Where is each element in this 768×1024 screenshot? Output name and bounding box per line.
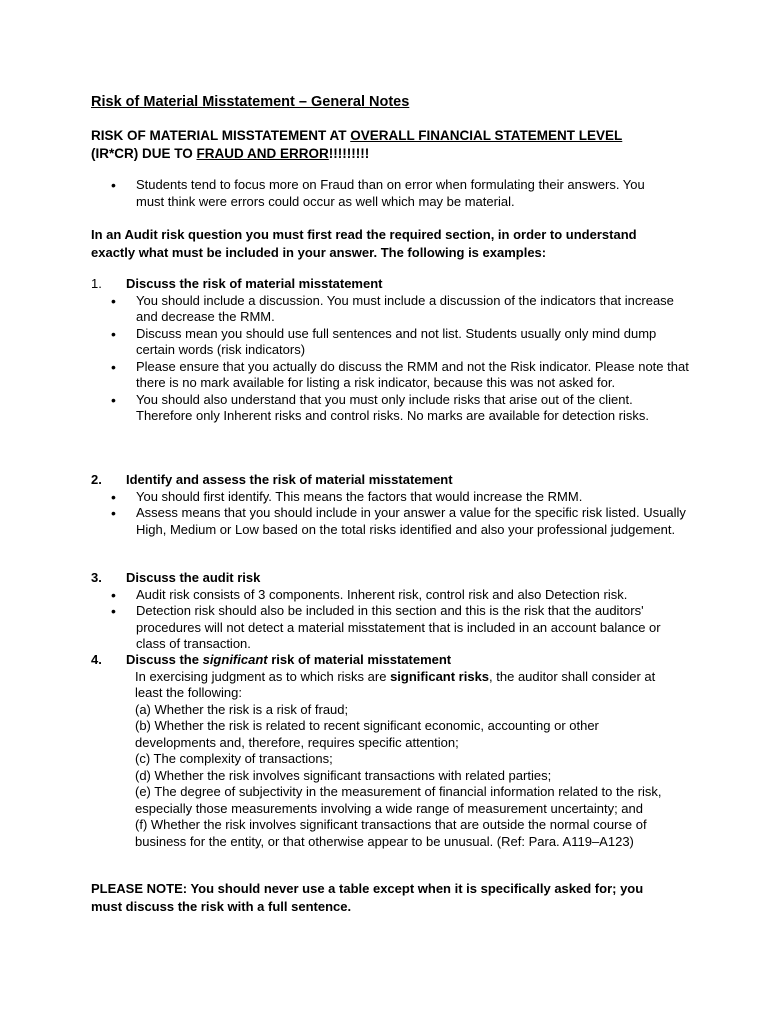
list-item xyxy=(111,177,671,210)
section-3-heading xyxy=(91,570,691,587)
list-item-text: Audit risk consists of 3 components. Inherent risk, control risk and also Detection risk. xyxy=(136,586,628,602)
section-4-intro-post: , the auditor shall consider at least the following: xyxy=(135,668,656,700)
list-item-text: You should first identify. This means the factors that would increase the RMM. xyxy=(136,488,583,504)
section-4-title-post: risk of material misstatement xyxy=(267,652,452,667)
heading-text-1: RISK OF MATERIAL MISSTATEMENT AT xyxy=(91,128,351,143)
section-2 xyxy=(91,472,691,538)
list-item: (d) Whether the risk involves significant transactions with related parties; xyxy=(135,767,552,783)
section-4-intro xyxy=(135,669,680,702)
bullet-icon: • xyxy=(111,325,116,342)
list-item xyxy=(111,603,691,653)
list-item-text: Please ensure that you actually do discuss the RMM and not the Risk indicator. Please note that there is no mark available for listing a risk indicator, because this was not asked for. xyxy=(136,358,689,390)
section-1-heading xyxy=(91,276,691,293)
list-item xyxy=(111,293,691,326)
heading-text-3: !!!!!!!!! xyxy=(328,146,370,161)
section-4-title-emphasis: significant xyxy=(202,652,268,667)
list-item-text: Assess means that you should include in your answer a value for the specific risk listed. Usually High, Medium or Low based on the total risks identified and also your professional judgement. xyxy=(136,505,686,537)
list-item xyxy=(111,505,691,538)
bullet-icon: • xyxy=(111,177,116,193)
section-4-intro-bold: significant risks xyxy=(390,668,490,684)
section-4-title xyxy=(126,652,451,669)
bullet-icon: • xyxy=(111,586,116,603)
section-3-number: 3. xyxy=(91,570,102,585)
section-1-bullets xyxy=(111,293,691,425)
heading-underlined-2: FRAUD AND ERROR xyxy=(196,146,329,161)
section-3-bullets xyxy=(111,587,691,653)
section-2-title: Identify and assess the risk of material misstatement xyxy=(126,472,453,487)
section-4-intro-pre: In exercising judgment as to which risks are xyxy=(135,668,391,684)
bullet-icon: • xyxy=(111,603,116,619)
please-note: PLEASE NOTE: You should never use a table except when it is specifically asked for; you must discuss the risk with a full sentence. xyxy=(91,881,644,914)
bullet-icon: • xyxy=(111,292,116,309)
bullet-icon: • xyxy=(111,358,116,375)
list-item: (c) The complexity of transactions; xyxy=(135,751,333,766)
instruction-paragraph: In an Audit risk question you must first read the required section, in order to understand exactly what must be included in your answer. The following is examples: xyxy=(91,227,637,260)
intro-bullet-block xyxy=(111,177,671,210)
section-2-heading xyxy=(91,472,691,489)
section-3-title: Discuss the audit risk xyxy=(126,570,261,585)
list-item-text: You should also understand that you must only include risks that arise out of the client. Therefore only Inherent risks and control risks. No marks are available for detection risks. xyxy=(136,391,649,423)
section-4-title-pre: Discuss the xyxy=(126,652,203,667)
list-item-text: Detection risk should also be included in this section and this is the risk that the auditors' procedures will not detect a material misstatement that is included in an account balance or class of transaction. xyxy=(136,603,661,651)
bullet-icon: • xyxy=(111,505,116,521)
section-3 xyxy=(91,570,691,653)
list-item xyxy=(111,326,691,359)
list-item-text: You should include a discussion. You must include a discussion of the indicators that increase and decrease the RMM. xyxy=(136,292,674,324)
list-item xyxy=(111,489,691,506)
section-1 xyxy=(91,276,691,425)
bullet-icon: • xyxy=(111,488,116,505)
section-4 xyxy=(91,652,691,850)
list-item: (f) Whether the risk involves significant transactions that are outside the normal course of business for the entity, or that otherwise appear to be unusual. (Ref: Para. A119–A123) xyxy=(135,817,647,849)
list-item xyxy=(111,392,691,425)
list-item: (b) Whether the risk is related to recent significant economic, accounting or other developments and, therefore, requires specific attention; xyxy=(135,718,599,750)
section-4-heading xyxy=(91,652,691,669)
section-1-title: Discuss the risk of material misstatement xyxy=(126,276,383,291)
list-item-text: Discuss mean you should use full sentences and not list. Students usually only mind dump certain words (risk indicators) xyxy=(136,325,657,357)
main-heading xyxy=(91,127,731,163)
intro-bullet-text: Students tend to focus more on Fraud than on error when formulating their answers. You must think were errors could occur as well which may be material. xyxy=(136,177,645,209)
section-4-body xyxy=(135,669,680,851)
list-item xyxy=(111,359,691,392)
section-2-number: 2. xyxy=(91,472,102,487)
heading-underlined-1: OVERALL FINANCIAL STATEMENT LEVEL xyxy=(350,128,623,143)
list-item: (e) The degree of subjectivity in the measurement of financial information related to the risk, especially those measurements involving a wide range of measurement uncertainty; and xyxy=(135,784,662,816)
section-2-bullets xyxy=(111,489,691,539)
page-title: Risk of Material Misstatement – General Notes xyxy=(91,94,410,110)
list-item: (a) Whether the risk is a risk of fraud; xyxy=(135,701,349,717)
list-item xyxy=(111,587,691,604)
heading-text-2: (IR*CR) DUE TO xyxy=(91,146,197,161)
bullet-icon: • xyxy=(111,391,116,408)
section-1-number: 1. xyxy=(91,276,102,291)
section-4-number: 4. xyxy=(91,652,102,667)
